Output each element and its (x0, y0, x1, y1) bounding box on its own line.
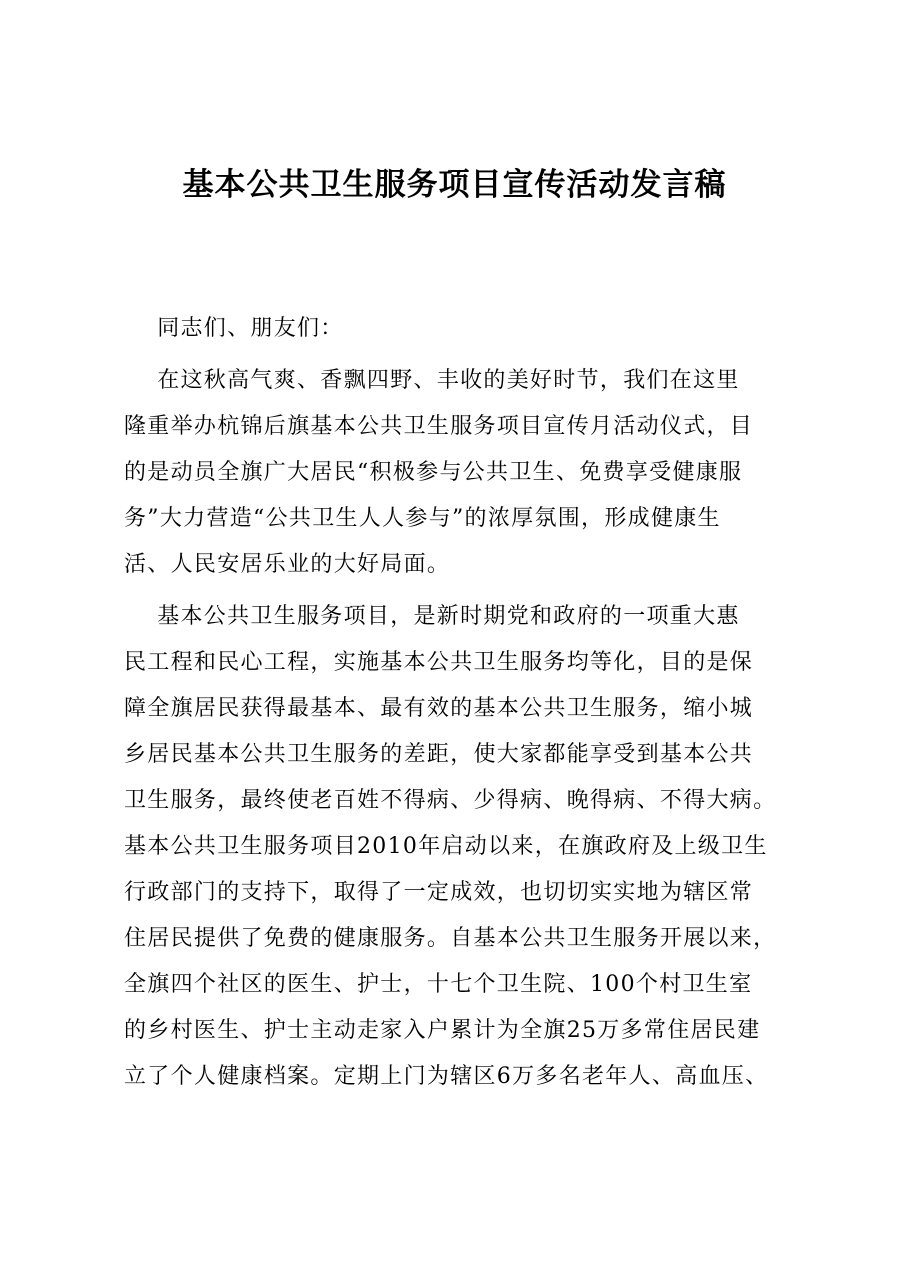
line-text: 基本公共卫生服务项目，是新时期党和政府的一项重大惠 (157, 604, 740, 629)
paragraph-1-line (124, 358, 824, 404)
paragraph-2-line: 立了个人健康档案。定期上门为辖区6万多名老年人、高血压、 (124, 1064, 769, 1089)
document-title: 基本公共卫生服务项目宣传活动发言稿 (182, 167, 727, 203)
line-text: 在这秋高气爽、香飘四野、丰收的美好时节，我们在这里 (157, 368, 740, 393)
paragraph-2-line: 的乡村医生、护士主动走家入户累计为全旗25万多常住居民建 (124, 1018, 761, 1043)
paragraph-2-line: 基本公共卫生服务项目2010年启动以来，在旗政府及上级卫生 (124, 834, 768, 859)
paragraph-2-line: 行政部门的支持下，取得了一定成效，也切切实实地为辖区常 (124, 880, 754, 905)
salutation-text: 同志们、朋友们： (157, 316, 344, 341)
paragraph-2-line: 卫生服务，最终使老百姓不得病、少得病、晚得病、不得大病。 (124, 788, 777, 813)
paragraph-2-line (124, 594, 824, 640)
paragraph-2-line: 民工程和民心工程，实施基本公共卫生服务均等化，目的是保 (124, 650, 754, 675)
salutation (124, 306, 824, 352)
paragraph-2-line: 乡居民基本公共卫生服务的差距，使大家都能享受到基本公共 (124, 742, 754, 767)
paragraph-1-line: 务”大力营造“公共卫生人人参与”的浓厚氛围，形成健康生 (124, 506, 721, 531)
paragraph-2-line: 障全旗居民获得最基本、最有效的基本公共卫生服务，缩小城 (124, 696, 754, 721)
paragraph-1-line: 隆重举办杭锦后旗基本公共卫生服务项目宣传月活动仪式，目 (124, 414, 754, 439)
paragraph-2-line: 全旗四个社区的医生、护士，十七个卫生院、100个村卫生室 (124, 972, 753, 997)
paragraph-1-line: 的是动员全旗广大居民“积极参与公共卫生、免费享受健康服 (124, 460, 743, 485)
paragraph-2-line: 住居民提供了免费的健康服务。自基本公共卫生服务开展以来， (124, 926, 777, 951)
document-body (124, 306, 824, 1100)
paragraph-1-line: 活、人民安居乐业的大好局面。 (124, 552, 451, 577)
